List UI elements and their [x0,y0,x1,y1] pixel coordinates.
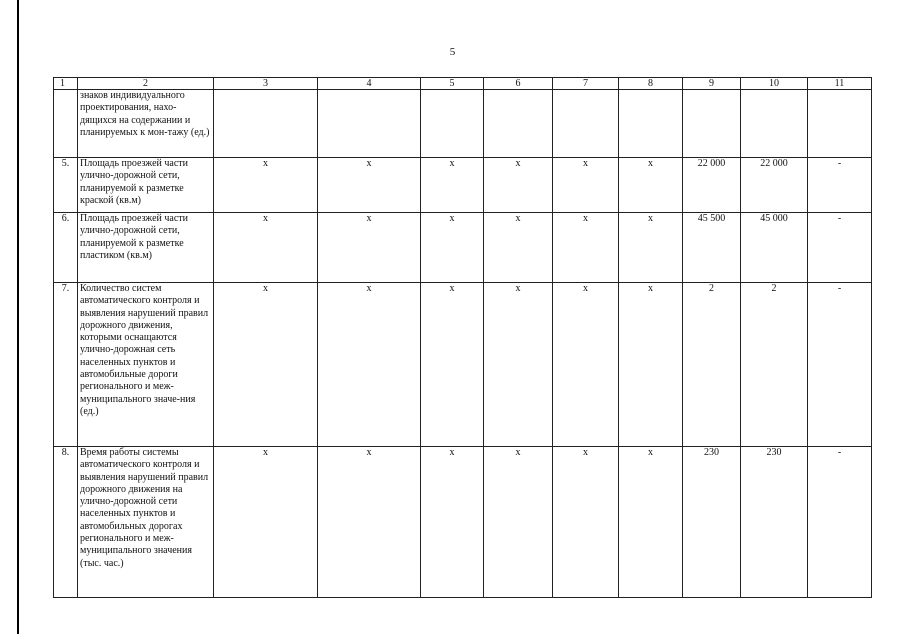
value-cell: x [318,447,421,598]
header-cell: 10 [741,78,808,90]
header-cell: 3 [214,78,318,90]
table-header-row [54,78,872,90]
table-row [54,213,872,283]
header-cell: 7 [553,78,619,90]
header-cell: 5 [421,78,484,90]
value-cell: x [484,213,553,283]
row-number: 7. [54,283,78,447]
value-cell: x [214,447,318,598]
indicator-name: Количество систем автоматического контроля и выявления нарушений правил дорожного движения, которыми оснащаются улично-дорожная сеть населенных пунктов и автомобильные дороги регионального и меж-муниципального значе-ния (ед.) [78,283,214,447]
value-cell: 22 000 [741,158,808,213]
value-cell: x [484,447,553,598]
value-cell: x [421,283,484,447]
value-cell: 45 500 [683,213,741,283]
value-cell: x [553,158,619,213]
value-cell: x [318,158,421,213]
table-row [54,447,872,598]
value-cell [214,90,318,158]
row-number: 8. [54,447,78,598]
row-number: 5. [54,158,78,213]
value-cell: x [553,447,619,598]
value-cell: x [214,158,318,213]
value-cell: 2 [741,283,808,447]
header-cell: 9 [683,78,741,90]
value-cell: x [484,283,553,447]
value-cell [619,90,683,158]
value-cell [484,90,553,158]
indicator-name: знаков индивидуального проектирования, нахо-дящихся на содержании и планируемых к мон-тажу (ед.) [78,90,214,158]
row-number: 6. [54,213,78,283]
value-cell [318,90,421,158]
header-cell: 4 [318,78,421,90]
header-cell: 1 [54,78,78,90]
value-cell [741,90,808,158]
page-number: 5 [449,46,456,58]
header-cell: 11 [808,78,872,90]
indicators-table [53,77,872,598]
table-row [54,90,872,158]
value-cell: x [553,283,619,447]
value-cell: 2 [683,283,741,447]
value-cell: 230 [741,447,808,598]
header-cell: 8 [619,78,683,90]
value-cell [421,90,484,158]
indicator-name: Время работы системы автоматического контроля и выявления нарушений правил дорожного движения на улично-дорожной сети населенных пунктов и автомобильных дорогах регионального и меж-муниципального значения (тыс. час.) [78,447,214,598]
header-cell: 6 [484,78,553,90]
table-row [54,158,872,213]
value-cell: - [808,447,872,598]
value-cell: x [421,158,484,213]
value-cell: - [808,283,872,447]
row-number [54,90,78,158]
value-cell [683,90,741,158]
indicator-name: Площадь проезжей части улично-дорожной сети, планируемой к разметке краской (кв.м) [78,158,214,213]
value-cell: 230 [683,447,741,598]
value-cell: x [553,213,619,283]
value-cell: - [808,213,872,283]
header-cell: 2 [78,78,214,90]
value-cell [808,90,872,158]
value-cell: x [421,213,484,283]
value-cell: 45 000 [741,213,808,283]
value-cell: x [619,213,683,283]
indicator-name: Площадь проезжей части улично-дорожной сети, планируемой к разметке пластиком (кв.м) [78,213,214,283]
value-cell: x [619,283,683,447]
value-cell [553,90,619,158]
value-cell: x [484,158,553,213]
value-cell: 22 000 [683,158,741,213]
value-cell: x [214,213,318,283]
value-cell: x [214,283,318,447]
table-row [54,283,872,447]
value-cell: x [619,447,683,598]
value-cell: x [421,447,484,598]
value-cell: x [318,283,421,447]
value-cell: x [619,158,683,213]
value-cell: - [808,158,872,213]
value-cell: x [318,213,421,283]
left-margin-bar [17,0,19,634]
